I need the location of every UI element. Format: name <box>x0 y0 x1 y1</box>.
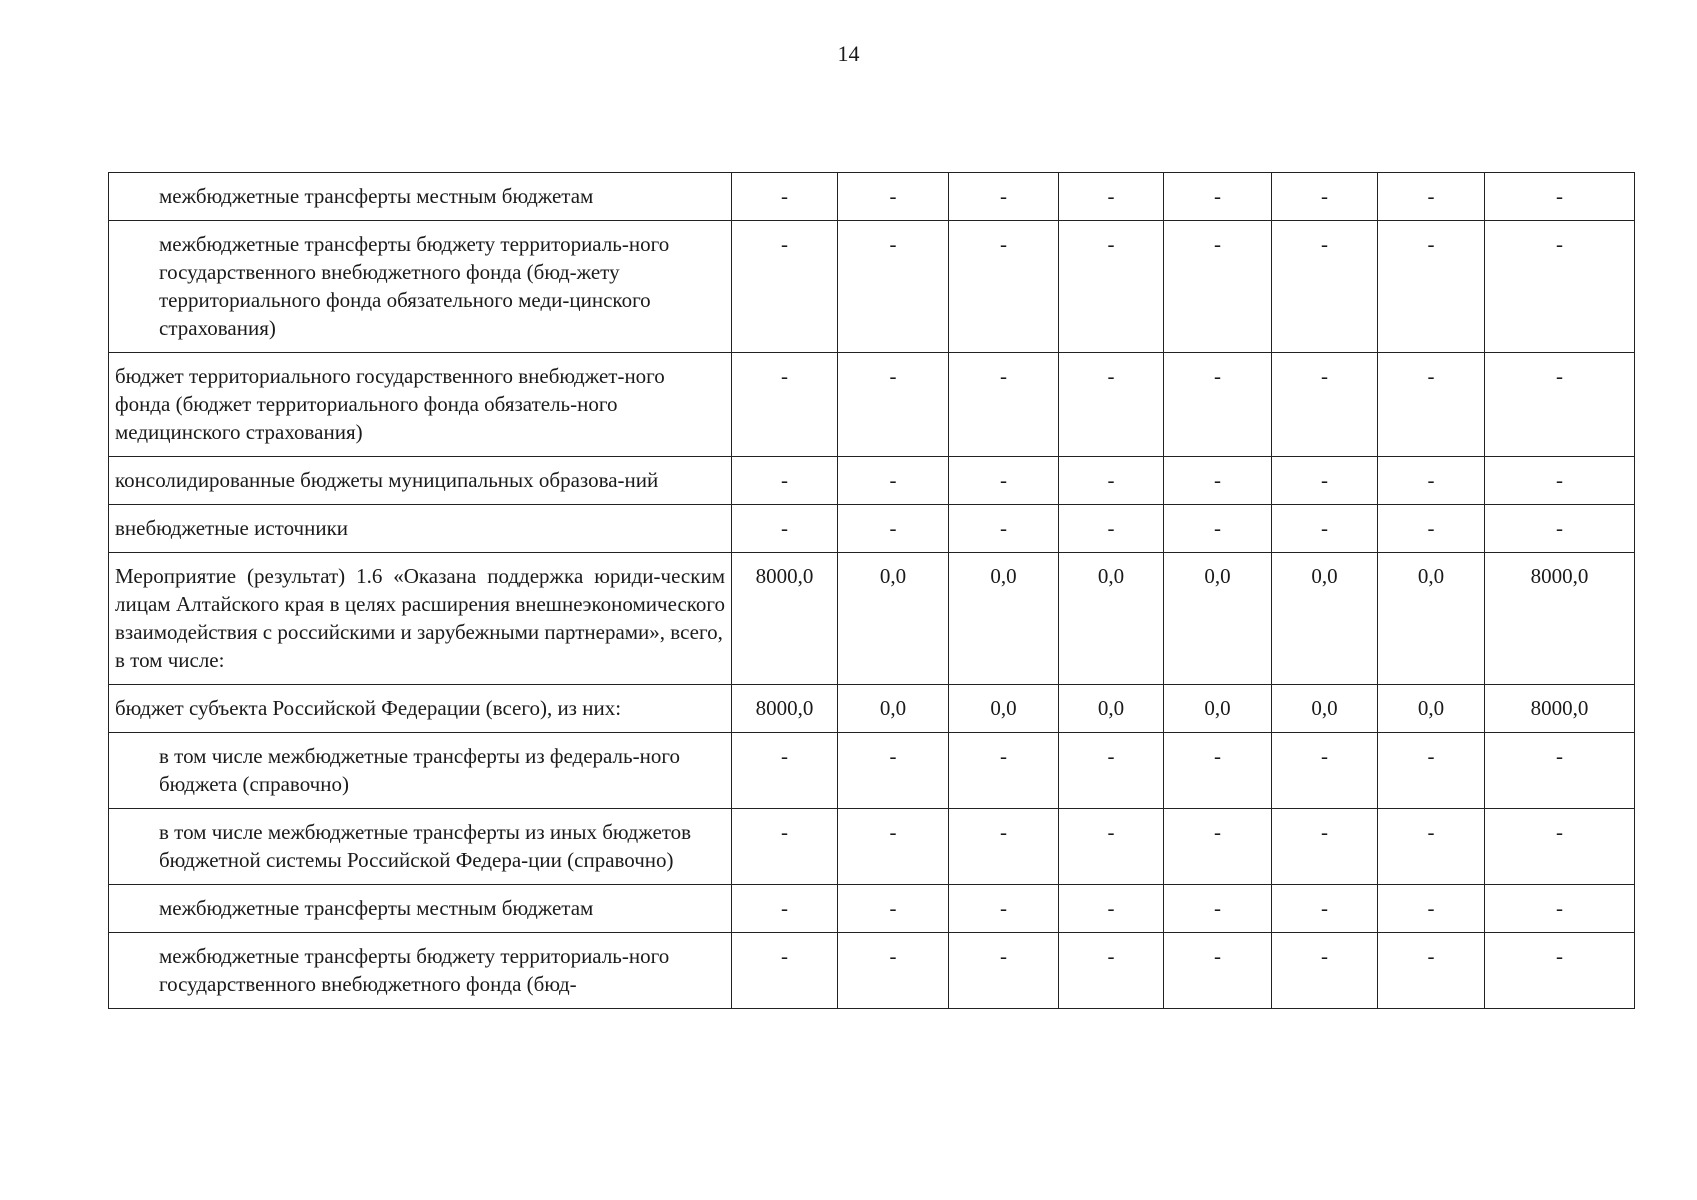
value-cell: - <box>1378 885 1485 933</box>
row-label: межбюджетные трансферты местным бюджетам <box>159 184 594 208</box>
row-label-cell <box>109 685 732 733</box>
value-cell: - <box>1272 733 1378 809</box>
table-row <box>109 353 1635 457</box>
value-cell: - <box>1272 933 1378 1009</box>
value-cell: 0,0 <box>949 553 1059 685</box>
row-label: межбюджетные трансферты местным бюджетам <box>159 896 594 920</box>
value-cell: - <box>732 933 838 1009</box>
value-cell: 0,0 <box>1164 685 1272 733</box>
row-label-cell <box>109 173 732 221</box>
value-cell: - <box>1272 173 1378 221</box>
row-label-cell <box>109 505 732 553</box>
value-cell: 8000,0 <box>732 553 838 685</box>
value-cell: - <box>838 221 949 353</box>
value-cell: - <box>949 173 1059 221</box>
value-cell: - <box>1378 221 1485 353</box>
value-cell: - <box>732 221 838 353</box>
row-label: Мероприятие (результат) 1.6 «Оказана поддержка юриди-ческим лицам Алтайского края в целях расширения внешнеэкономического взаимодействия с российскими и зарубежными партнерами», всего, <box>115 564 725 644</box>
value-cell: 0,0 <box>1272 553 1378 685</box>
value-cell: 0,0 <box>1059 553 1164 685</box>
value-cell: - <box>838 885 949 933</box>
value-cell: - <box>838 353 949 457</box>
value-cell: 0,0 <box>1059 685 1164 733</box>
row-label: в том числе межбюджетные трансферты из федераль-ного бюджета (справочно) <box>159 744 680 796</box>
value-cell: - <box>1059 733 1164 809</box>
row-label-cell <box>109 553 732 685</box>
value-cell: 0,0 <box>1378 685 1485 733</box>
row-label-cell <box>109 221 732 353</box>
value-cell: - <box>732 353 838 457</box>
value-cell: - <box>1059 173 1164 221</box>
value-cell: - <box>1378 173 1485 221</box>
value-cell: - <box>949 457 1059 505</box>
table-row <box>109 553 1635 685</box>
value-cell: - <box>1059 457 1164 505</box>
table-row <box>109 933 1635 1009</box>
value-cell: - <box>949 809 1059 885</box>
value-cell: - <box>1485 173 1635 221</box>
value-cell: - <box>1485 885 1635 933</box>
value-cell: - <box>732 505 838 553</box>
value-cell: - <box>1485 733 1635 809</box>
value-cell: - <box>1378 505 1485 553</box>
value-cell: - <box>732 809 838 885</box>
value-cell: - <box>1059 505 1164 553</box>
value-cell: - <box>732 173 838 221</box>
row-label-cell <box>109 933 732 1009</box>
page-number: 14 <box>837 41 860 66</box>
value-cell: - <box>732 733 838 809</box>
value-cell: - <box>1272 505 1378 553</box>
value-cell: - <box>949 733 1059 809</box>
value-cell: - <box>949 505 1059 553</box>
value-cell: - <box>1164 353 1272 457</box>
value-cell: - <box>838 457 949 505</box>
row-label: в том числе межбюджетные трансферты из иных бюджетов бюджетной системы Российской Федера-ции (справочно) <box>159 820 692 872</box>
value-cell: - <box>838 733 949 809</box>
value-cell: - <box>949 885 1059 933</box>
value-cell: - <box>1059 809 1164 885</box>
value-cell: 8000,0 <box>1485 685 1635 733</box>
value-cell: - <box>949 353 1059 457</box>
value-cell: - <box>1164 885 1272 933</box>
row-label: бюджет территориального государственного внебюджет-ного фонда (бюджет территориального фонда обязатель-ного медицинского страхования) <box>115 364 665 444</box>
value-cell: 0,0 <box>1272 685 1378 733</box>
value-cell: - <box>1485 809 1635 885</box>
table-row <box>109 457 1635 505</box>
value-cell: 0,0 <box>1378 553 1485 685</box>
value-cell: - <box>838 933 949 1009</box>
table-row <box>109 685 1635 733</box>
row-label-cell <box>109 809 732 885</box>
value-cell: - <box>1485 221 1635 353</box>
row-label: консолидированные бюджеты муниципальных образова-ний <box>115 468 659 492</box>
table-row <box>109 173 1635 221</box>
row-label: внебюджетные источники <box>115 516 349 540</box>
table-row <box>109 809 1635 885</box>
row-label: межбюджетные трансферты бюджету территориаль-ного государственного внебюджетного фонда (бюд-жету территориального фонда обязательного меди-цинского страхования) <box>159 232 670 340</box>
value-cell: - <box>1164 173 1272 221</box>
value-cell: - <box>838 505 949 553</box>
value-cell: 8000,0 <box>732 685 838 733</box>
value-cell: 0,0 <box>949 685 1059 733</box>
value-cell: - <box>732 457 838 505</box>
value-cell: - <box>1272 809 1378 885</box>
value-cell: 0,0 <box>838 553 949 685</box>
value-cell: - <box>1272 885 1378 933</box>
value-cell: - <box>949 221 1059 353</box>
value-cell: - <box>1164 505 1272 553</box>
value-cell: - <box>838 809 949 885</box>
row-label-cell <box>109 733 732 809</box>
budget-table <box>108 172 1635 1009</box>
value-cell: - <box>1485 353 1635 457</box>
row-label: межбюджетные трансферты бюджету территориаль-ного государственного внебюджетного фонда (бюд- <box>159 944 670 996</box>
value-cell: - <box>1059 885 1164 933</box>
value-cell: - <box>1164 809 1272 885</box>
value-cell: - <box>1378 457 1485 505</box>
row-sublabel: в том числе: <box>115 648 225 672</box>
value-cell: - <box>949 933 1059 1009</box>
table-row <box>109 885 1635 933</box>
value-cell: - <box>1059 933 1164 1009</box>
value-cell: - <box>1164 221 1272 353</box>
row-label-cell <box>109 885 732 933</box>
row-label-cell <box>109 353 732 457</box>
value-cell: - <box>1485 457 1635 505</box>
value-cell: - <box>1272 457 1378 505</box>
table-row <box>109 505 1635 553</box>
value-cell: 0,0 <box>838 685 949 733</box>
table-body <box>109 173 1635 1009</box>
value-cell: - <box>1272 353 1378 457</box>
value-cell: - <box>1485 933 1635 1009</box>
value-cell: - <box>1164 733 1272 809</box>
value-cell: - <box>838 173 949 221</box>
value-cell: - <box>732 885 838 933</box>
value-cell: - <box>1378 733 1485 809</box>
value-cell: - <box>1485 505 1635 553</box>
value-cell: - <box>1164 457 1272 505</box>
value-cell: 8000,0 <box>1485 553 1635 685</box>
row-label: бюджет субъекта Российской Федерации (всего), из них: <box>115 696 622 720</box>
value-cell: - <box>1378 809 1485 885</box>
value-cell: - <box>1059 221 1164 353</box>
value-cell: - <box>1272 221 1378 353</box>
table-row <box>109 733 1635 809</box>
value-cell: 0,0 <box>1164 553 1272 685</box>
value-cell: - <box>1059 353 1164 457</box>
value-cell: - <box>1164 933 1272 1009</box>
table-row <box>109 221 1635 353</box>
row-label-cell <box>109 457 732 505</box>
value-cell: - <box>1378 353 1485 457</box>
value-cell: - <box>1378 933 1485 1009</box>
